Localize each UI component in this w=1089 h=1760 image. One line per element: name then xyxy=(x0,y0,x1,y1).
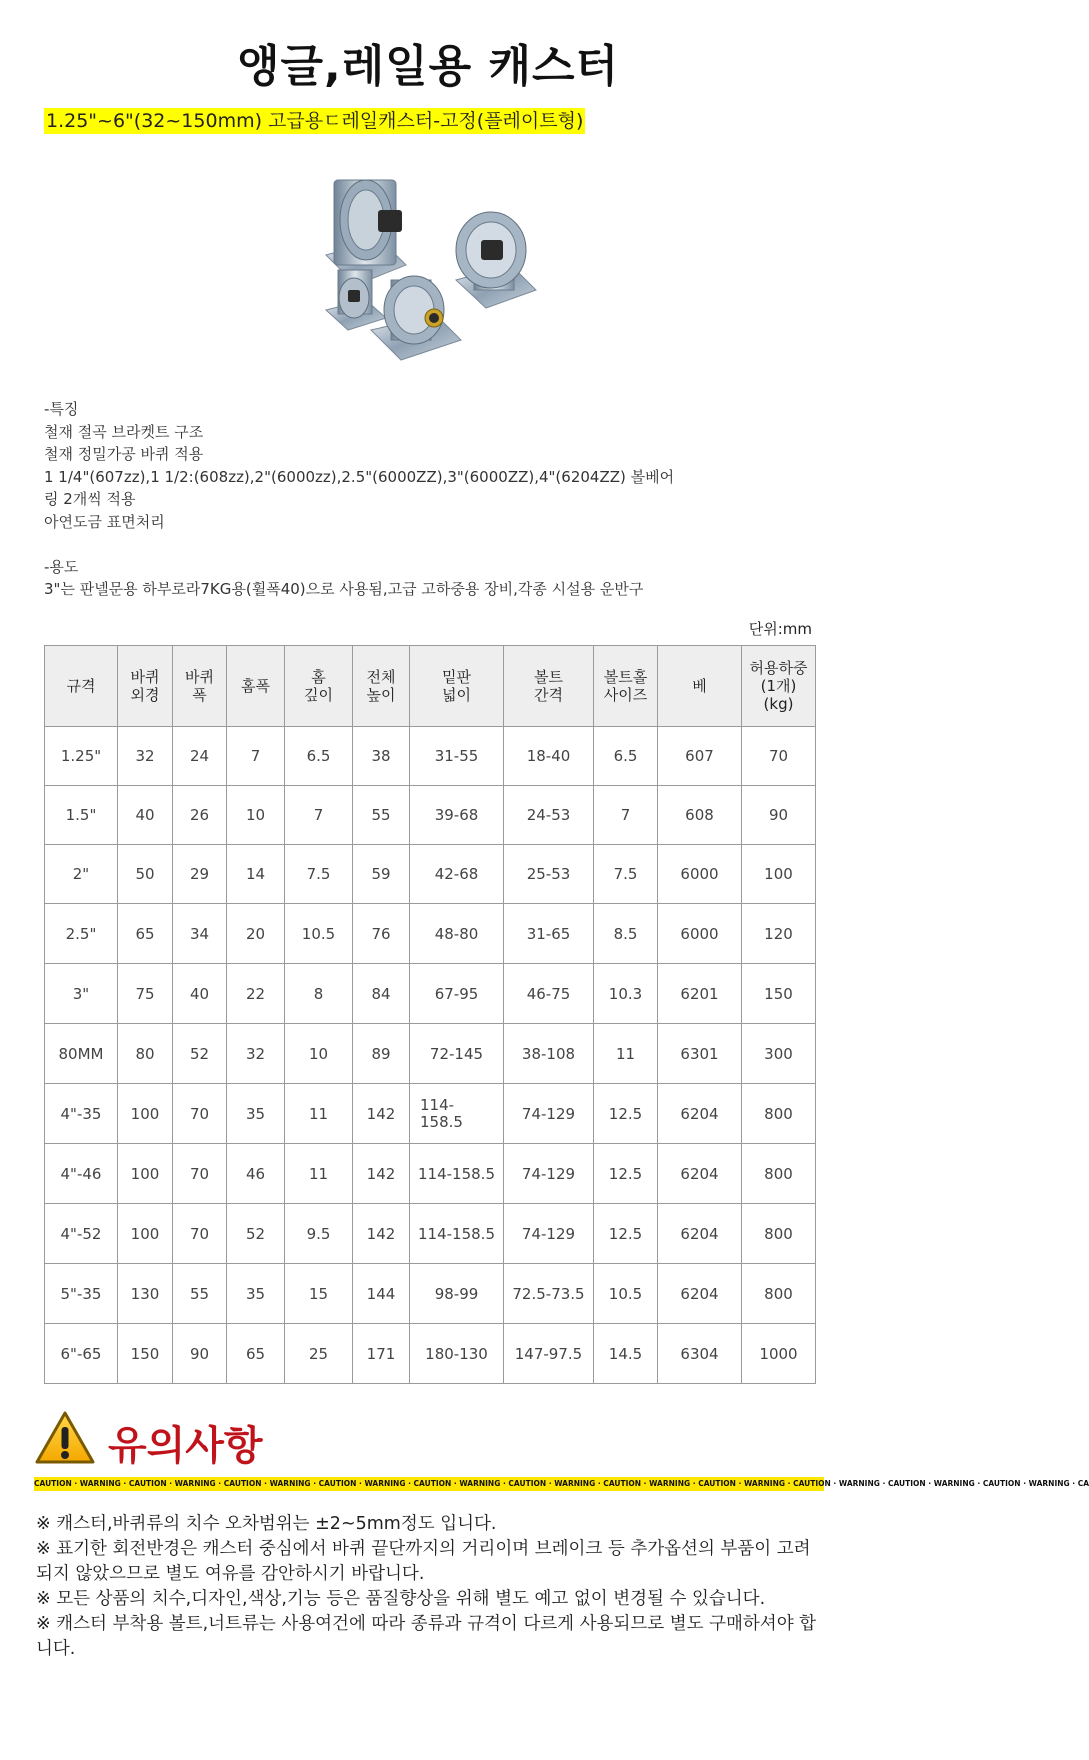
table-cell: 11 xyxy=(285,1144,353,1204)
spec-header-cell xyxy=(173,646,227,727)
spec-header-label: 바퀴 외경 xyxy=(130,668,160,704)
spec-header-cell xyxy=(118,646,173,727)
table-cell: 34 xyxy=(173,904,227,964)
table-cell: 24 xyxy=(173,727,227,786)
spec-header-cell xyxy=(410,646,504,727)
spec-header-label: 볼트 간격 xyxy=(534,668,563,704)
table-cell: 42-68 xyxy=(410,845,504,904)
table-cell: 100 xyxy=(118,1144,173,1204)
table-cell: 114-158.5 xyxy=(410,1204,504,1264)
table-cell: 10.5 xyxy=(285,904,353,964)
table-cell: 14 xyxy=(227,845,285,904)
table-cell: 14.5 xyxy=(594,1324,658,1384)
table-cell: 12.5 xyxy=(594,1144,658,1204)
table-cell: 10.5 xyxy=(594,1264,658,1324)
table-cell: 10 xyxy=(285,1024,353,1084)
table-cell: 2" xyxy=(45,845,118,904)
table-cell: 74-129 xyxy=(504,1144,594,1204)
spec-header-cell xyxy=(353,646,410,727)
table-cell: 52 xyxy=(173,1024,227,1084)
table-cell: 8.5 xyxy=(594,904,658,964)
feature-line: -용도 xyxy=(44,557,79,576)
table-cell: 31-55 xyxy=(410,727,504,786)
table-cell: 26 xyxy=(173,786,227,845)
table-row xyxy=(45,1204,816,1264)
table-cell: 89 xyxy=(353,1024,410,1084)
table-cell: 120 xyxy=(742,904,816,964)
table-cell: 800 xyxy=(742,1084,816,1144)
table-cell: 100 xyxy=(118,1084,173,1144)
table-cell: 55 xyxy=(353,786,410,845)
page-title: 앵글,레일용 캐스터 xyxy=(236,41,620,92)
spec-header-cell xyxy=(227,646,285,727)
table-cell: 67-95 xyxy=(410,964,504,1024)
spec-table xyxy=(44,645,816,1384)
table-cell: 100 xyxy=(118,1204,173,1264)
table-row xyxy=(45,1024,816,1084)
unit-label: 단위:mm xyxy=(748,620,812,638)
table-cell: 150 xyxy=(118,1324,173,1384)
table-cell: 1000 xyxy=(742,1324,816,1384)
table-row xyxy=(45,727,816,786)
table-row xyxy=(45,1264,816,1324)
table-row xyxy=(45,786,816,845)
spec-header-cell xyxy=(594,646,658,727)
table-cell: 6201 xyxy=(658,964,742,1024)
table-cell: 4"-46 xyxy=(45,1144,118,1204)
table-cell: 70 xyxy=(173,1204,227,1264)
table-cell: 6204 xyxy=(658,1204,742,1264)
table-cell: 6000 xyxy=(658,904,742,964)
table-cell: 38-108 xyxy=(504,1024,594,1084)
table-cell: 59 xyxy=(353,845,410,904)
table-cell: 46 xyxy=(227,1144,285,1204)
spec-header-cell xyxy=(658,646,742,727)
table-cell: 10.3 xyxy=(594,964,658,1024)
spec-header-cell xyxy=(742,646,816,727)
feature-line: -특징 xyxy=(44,400,79,418)
notice-item: ※ 캐스터 부착용 볼트,너트류는 사용여건에 따라 종류과 규격이 다르게 사용되므로 별도 구매하셔야 합니다. xyxy=(36,1614,817,1659)
caster-product-photo xyxy=(326,170,596,380)
table-cell: 80 xyxy=(118,1024,173,1084)
table-cell: 25 xyxy=(285,1324,353,1384)
spec-header-label: 규격 xyxy=(66,677,96,695)
table-cell: 70 xyxy=(173,1084,227,1144)
warning-triangle-icon xyxy=(34,1410,96,1466)
table-cell: 76 xyxy=(353,904,410,964)
table-cell: 3" xyxy=(45,964,118,1024)
table-cell: 6204 xyxy=(658,1264,742,1324)
notice-item: ※ 표기한 회전반경은 캐스터 중심에서 바퀴 끝단까지의 거리이며 브레이크 등 추가옵션의 부품이 고려되지 않았으므로 별도 여유를 감안하시기 바랍니다. xyxy=(36,1539,811,1584)
table-cell: 32 xyxy=(227,1024,285,1084)
table-cell: 65 xyxy=(227,1324,285,1384)
table-cell: 7.5 xyxy=(594,845,658,904)
table-cell: 22 xyxy=(227,964,285,1024)
table-cell: 6"-65 xyxy=(45,1324,118,1384)
spec-header-label: 전체 높이 xyxy=(366,668,396,704)
table-cell: 46-75 xyxy=(504,964,594,1024)
table-cell: 84 xyxy=(353,964,410,1024)
table-row xyxy=(45,1144,816,1204)
table-cell: 6000 xyxy=(658,845,742,904)
feature-description xyxy=(44,398,684,601)
table-cell: 50 xyxy=(118,845,173,904)
table-cell: 40 xyxy=(173,964,227,1024)
table-cell: 180-130 xyxy=(410,1324,504,1384)
spec-header-label: 홈 깊이 xyxy=(304,668,333,704)
table-cell: 100 xyxy=(742,845,816,904)
table-cell: 4"-35 xyxy=(45,1084,118,1144)
table-cell: 25-53 xyxy=(504,845,594,904)
notice-item: ※ 모든 상품의 치수,디자인,색상,기능 등은 품질향상을 위해 별도 예고 없이 변경될 수 있습니다. xyxy=(36,1589,766,1609)
table-cell: 608 xyxy=(658,786,742,845)
table-cell: 90 xyxy=(742,786,816,845)
table-cell: 90 xyxy=(173,1324,227,1384)
table-row xyxy=(45,904,816,964)
feature-line: 철재 절곡 브라켓트 구조 xyxy=(44,422,204,441)
table-cell: 39-68 xyxy=(410,786,504,845)
table-cell: 74-129 xyxy=(504,1204,594,1264)
table-cell: 18-40 xyxy=(504,727,594,786)
table-cell: 147-97.5 xyxy=(504,1324,594,1384)
table-cell: 2.5" xyxy=(45,904,118,964)
table-cell: 7 xyxy=(594,786,658,845)
spec-header-label: 베 xyxy=(692,677,707,695)
table-cell: 144 xyxy=(353,1264,410,1324)
table-cell: 6301 xyxy=(658,1024,742,1084)
table-cell: 72.5-73.5 xyxy=(504,1264,594,1324)
table-cell: 800 xyxy=(742,1264,816,1324)
table-cell: 38 xyxy=(353,727,410,786)
spec-header-cell xyxy=(504,646,594,727)
notice-title: 유의사항 xyxy=(108,1423,263,1469)
spec-header-label: 허용하중 (1개) (kg) xyxy=(749,659,808,713)
spec-header-cell xyxy=(45,646,118,727)
table-cell: 48-80 xyxy=(410,904,504,964)
feature-line: 3"는 판넬문용 하부로라7KG용(휠폭40)으로 사용됨,고급 고하중용 장비,각종 시설용 운반구 xyxy=(44,580,644,598)
spec-header-label: 홈폭 xyxy=(241,677,270,695)
table-cell: 31-65 xyxy=(504,904,594,964)
table-cell: 1.5" xyxy=(45,786,118,845)
table-cell: 80MM xyxy=(45,1024,118,1084)
table-cell: 11 xyxy=(594,1024,658,1084)
table-cell: 6204 xyxy=(658,1084,742,1144)
table-cell: 74-129 xyxy=(504,1084,594,1144)
table-cell: 70 xyxy=(742,727,816,786)
table-cell: 9.5 xyxy=(285,1204,353,1264)
feature-line: 아연도금 표면처리 xyxy=(44,512,165,531)
table-cell: 300 xyxy=(742,1024,816,1084)
table-row xyxy=(45,964,816,1024)
feature-line: 1 1/4"(607zz),1 1/2:(608zz),2"(6000zz),2.5"(6000ZZ),3"(6000ZZ),4"(6204ZZ) 볼베어 xyxy=(44,467,675,486)
table-cell: 32 xyxy=(118,727,173,786)
table-cell: 142 xyxy=(353,1084,410,1144)
table-cell: 35 xyxy=(227,1084,285,1144)
feature-line xyxy=(44,533,684,556)
table-cell: 65 xyxy=(118,904,173,964)
table-cell: 12.5 xyxy=(594,1204,658,1264)
table-cell: 114- 158.5 xyxy=(410,1084,504,1144)
product-subtitle: 1.25"~6"(32~150mm) 고급용ㄷ레일캐스터-고정(플레이트형) xyxy=(46,110,584,132)
table-cell: 52 xyxy=(227,1204,285,1264)
table-cell: 6.5 xyxy=(594,727,658,786)
table-cell: 114-158.5 xyxy=(410,1144,504,1204)
table-row xyxy=(45,1324,816,1384)
notice-item: ※ 캐스터,바퀴류의 치수 오차범위는 ±2~5mm정도 입니다. xyxy=(36,1514,497,1534)
table-cell: 72-145 xyxy=(410,1024,504,1084)
table-cell: 40 xyxy=(118,786,173,845)
table-cell: 70 xyxy=(173,1144,227,1204)
table-cell: 607 xyxy=(658,727,742,786)
table-cell: 75 xyxy=(118,964,173,1024)
table-row xyxy=(45,845,816,904)
table-cell: 6304 xyxy=(658,1324,742,1384)
spec-header-row xyxy=(45,646,816,727)
table-cell: 29 xyxy=(173,845,227,904)
table-cell: 171 xyxy=(353,1324,410,1384)
table-cell: 6.5 xyxy=(285,727,353,786)
table-cell: 130 xyxy=(118,1264,173,1324)
table-cell: 12.5 xyxy=(594,1084,658,1144)
table-cell: 7 xyxy=(227,727,285,786)
feature-line: 링 2개씩 적용 xyxy=(44,490,136,508)
table-cell: 20 xyxy=(227,904,285,964)
table-row xyxy=(45,1084,816,1144)
table-cell: 35 xyxy=(227,1264,285,1324)
table-cell: 5"-35 xyxy=(45,1264,118,1324)
table-cell: 150 xyxy=(742,964,816,1024)
table-cell: 10 xyxy=(227,786,285,845)
table-cell: 11 xyxy=(285,1084,353,1144)
spec-table-body xyxy=(45,727,816,1384)
caution-tape: CAUTION · WARNING · CAUTION · WARNING · CAUTION · WARNING · CAUTION · WARNING · CAUTION · WARNING · CAUTION · WARNING · CAUTION · WARNING · CAUTION · WARNING · CAUTION · WARNING · CAUTION · WARNING · CAUTION · WARNING · CA xyxy=(34,1477,824,1491)
table-cell: 800 xyxy=(742,1204,816,1264)
table-cell: 24-53 xyxy=(504,786,594,845)
table-cell: 7.5 xyxy=(285,845,353,904)
table-cell: 1.25" xyxy=(45,727,118,786)
spec-header-label: 바퀴 폭 xyxy=(185,668,214,704)
spec-header-label: 밑판 넓이 xyxy=(442,668,471,704)
table-cell: 4"-52 xyxy=(45,1204,118,1264)
table-cell: 98-99 xyxy=(410,1264,504,1324)
feature-line: 철재 정밀가공 바퀴 적용 xyxy=(44,445,204,463)
table-cell: 7 xyxy=(285,786,353,845)
notice-list xyxy=(36,1512,820,1662)
spec-header-label: 볼트홀 사이즈 xyxy=(603,668,648,704)
table-cell: 142 xyxy=(353,1144,410,1204)
spec-header-cell xyxy=(285,646,353,727)
table-cell: 800 xyxy=(742,1144,816,1204)
table-cell: 8 xyxy=(285,964,353,1024)
table-cell: 6204 xyxy=(658,1144,742,1204)
table-cell: 55 xyxy=(173,1264,227,1324)
table-cell: 142 xyxy=(353,1204,410,1264)
table-cell: 15 xyxy=(285,1264,353,1324)
